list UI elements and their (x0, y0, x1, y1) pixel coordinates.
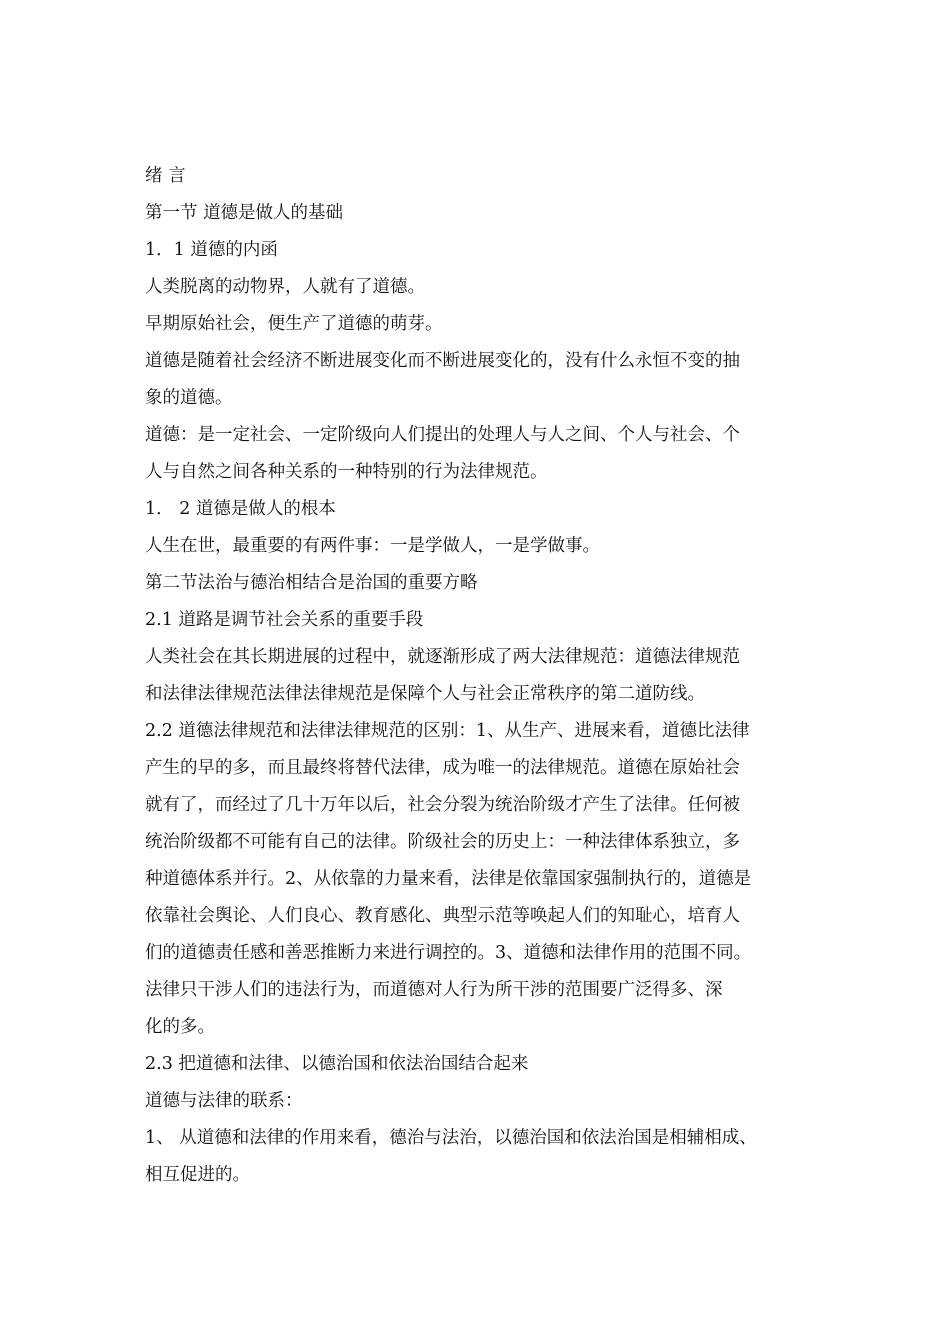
paragraph (145, 1046, 825, 1083)
text-line: 第二节法治与德治相结合是治国的重要方略 (145, 573, 478, 593)
text-line: 道德是随着社会经济不断进展变化而不断进展变化的，没有什么永恒不变的抽 (145, 351, 740, 371)
text-line: 早期原始社会，便生产了道德的萌芽。 (145, 314, 443, 334)
text-line: 相互促进的。 (145, 1165, 250, 1185)
text-line: 人类社会在其长期进展的过程中，就逐渐形成了两大法律规范：道德法律规范 (145, 647, 740, 667)
paragraph (145, 158, 825, 195)
text-line: 绪 言 (145, 166, 186, 186)
paragraph (145, 1120, 825, 1194)
text-line: 人生在世，最重要的有两件事：一是学做人，一是学做事。 (145, 536, 600, 556)
text-line: 1、 从道德和法律的作用来看，德治与法治，以德治国和依法治国是相辅相成、 (145, 1128, 757, 1148)
paragraph (145, 602, 825, 639)
text-line: 产生的早的多，而且最终将替代法律，成为唯一的法律规范。道德在原始社会 (145, 758, 740, 778)
text-line: 化的多。 (145, 1017, 215, 1037)
document-body (145, 158, 825, 1194)
paragraph (145, 639, 825, 713)
text-line: 象的道德。 (145, 388, 233, 408)
text-line: 种道德体系并行。2、从依靠的力量来看，法律是依靠国家强制执行的，道德是 (145, 869, 752, 889)
paragraph (145, 1083, 825, 1120)
text-line: 2.2 道德法律规范和法律法律规范的区别：1、从生产、进展来看，道德比法律 (145, 721, 750, 741)
text-line: 人与自然之间各种关系的一种特别的行为法律规范。 (145, 462, 548, 482)
paragraph (145, 528, 825, 565)
text-line: 道德：是一定社会、一定阶级向人们提出的处理人与人之间、个人与社会、个 (145, 425, 740, 445)
paragraph (145, 343, 825, 417)
text-line: 1．1 道德的内函 (145, 240, 278, 260)
text-line: 和法律法律规范法律法律规范是保障个人与社会正常秩序的第二道防线。 (145, 684, 705, 704)
paragraph (145, 269, 825, 306)
paragraph (145, 195, 825, 232)
paragraph (145, 417, 825, 491)
paragraph (145, 713, 825, 1046)
text-line: 第一节 道德是做人的基础 (145, 203, 344, 223)
text-line: 2.1 道路是调节社会关系的重要手段 (145, 610, 424, 630)
text-line: 们的道德责任感和善恶推断力来进行调控的。3、道德和法律作用的范围不同。 (145, 943, 752, 963)
text-line: 2.3 把道德和法律、以德治国和依法治国结合起来 (145, 1054, 529, 1074)
paragraph (145, 232, 825, 269)
paragraph (145, 306, 825, 343)
text-line: 就有了，而经过了几十万年以后，社会分裂为统治阶级才产生了法律。任何被 (145, 795, 740, 815)
paragraph (145, 565, 825, 602)
text-line: 统治阶级都不可能有自己的法律。阶级社会的历史上：一种法律体系独立，多 (145, 832, 740, 852)
text-line: 道德与法律的联系： (145, 1091, 303, 1111)
text-line: 法律只干涉人们的违法行为，而道德对人行为所干涉的范围要广泛得多、深 (145, 980, 723, 1000)
paragraph (145, 491, 825, 528)
text-line: 依靠社会舆论、人们良心、教育感化、典型示范等唤起人们的知耻心，培育人 (145, 906, 740, 926)
text-line: 人类脱离的动物界，人就有了道德。 (145, 277, 425, 297)
text-line: 1． 2 道德是做人的根本 (145, 499, 336, 519)
